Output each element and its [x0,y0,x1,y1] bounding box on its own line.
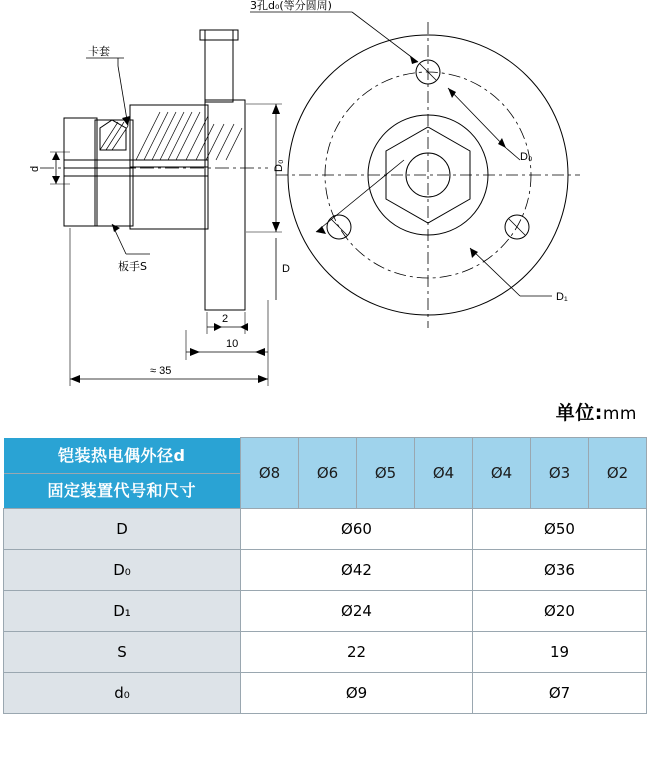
unit-value: mm [602,404,637,424]
table-row [4,509,647,550]
header-diameter-1: Ø6 [299,438,357,509]
row-label-D1: D₁ [4,591,241,632]
row-d0-left-value: Ø9 [241,673,473,714]
header-line2: 固定装置代号和尺寸 [47,480,196,500]
label-wrench: 板手S [118,260,147,273]
table-row [4,673,647,714]
unit-caption [556,398,637,425]
row-D-right-value: Ø50 [473,509,647,550]
label-clamp: 卡套 [88,45,110,58]
row-d0-right-value: Ø7 [473,673,647,714]
specification-table [3,437,647,714]
header-diameter-5: Ø3 [531,438,589,509]
header-diameter-6: Ø2 [589,438,647,509]
label-dim-D0-front: D₀ [520,151,533,163]
row-S-left-value: 22 [241,632,473,673]
row-D-left-value: Ø60 [241,509,473,550]
row-D0-left-value: Ø42 [241,550,473,591]
header-label-cell [4,438,241,509]
table-row [4,550,647,591]
table-row [4,591,647,632]
table-header-row [4,438,647,509]
label-dim-D0: D₀ [273,159,285,172]
label-dim-35: ≈ 35 [150,365,172,377]
row-label-D: D [4,509,241,550]
label-dim-d: d [29,165,41,172]
header-line1: 铠装热电偶外径d [4,439,241,474]
header-diameter-2: Ø5 [357,438,415,509]
unit-label: 单位 [555,402,595,424]
label-dim-D-front: D₁ [556,291,568,303]
row-label-D0: D₀ [4,550,241,591]
row-D1-left-value: Ø24 [241,591,473,632]
label-dim-D: D [282,263,290,275]
label-holes-note: 3孔d₀(等分圆周) [250,0,332,12]
label-dim-2: 2 [222,313,229,325]
row-D1-right-value: Ø20 [473,591,647,632]
row-label-d0: d₀ [4,673,241,714]
header-diameter-0: Ø8 [241,438,299,509]
header-diameter-3: Ø4 [415,438,473,509]
row-D0-right-value: Ø36 [473,550,647,591]
table-row [4,632,647,673]
header-diameter-4: Ø4 [473,438,531,509]
unit-separator: : [594,402,603,424]
row-label-S: S [4,632,241,673]
label-dim-10: 10 [226,338,239,350]
row-S-right-value: 19 [473,632,647,673]
